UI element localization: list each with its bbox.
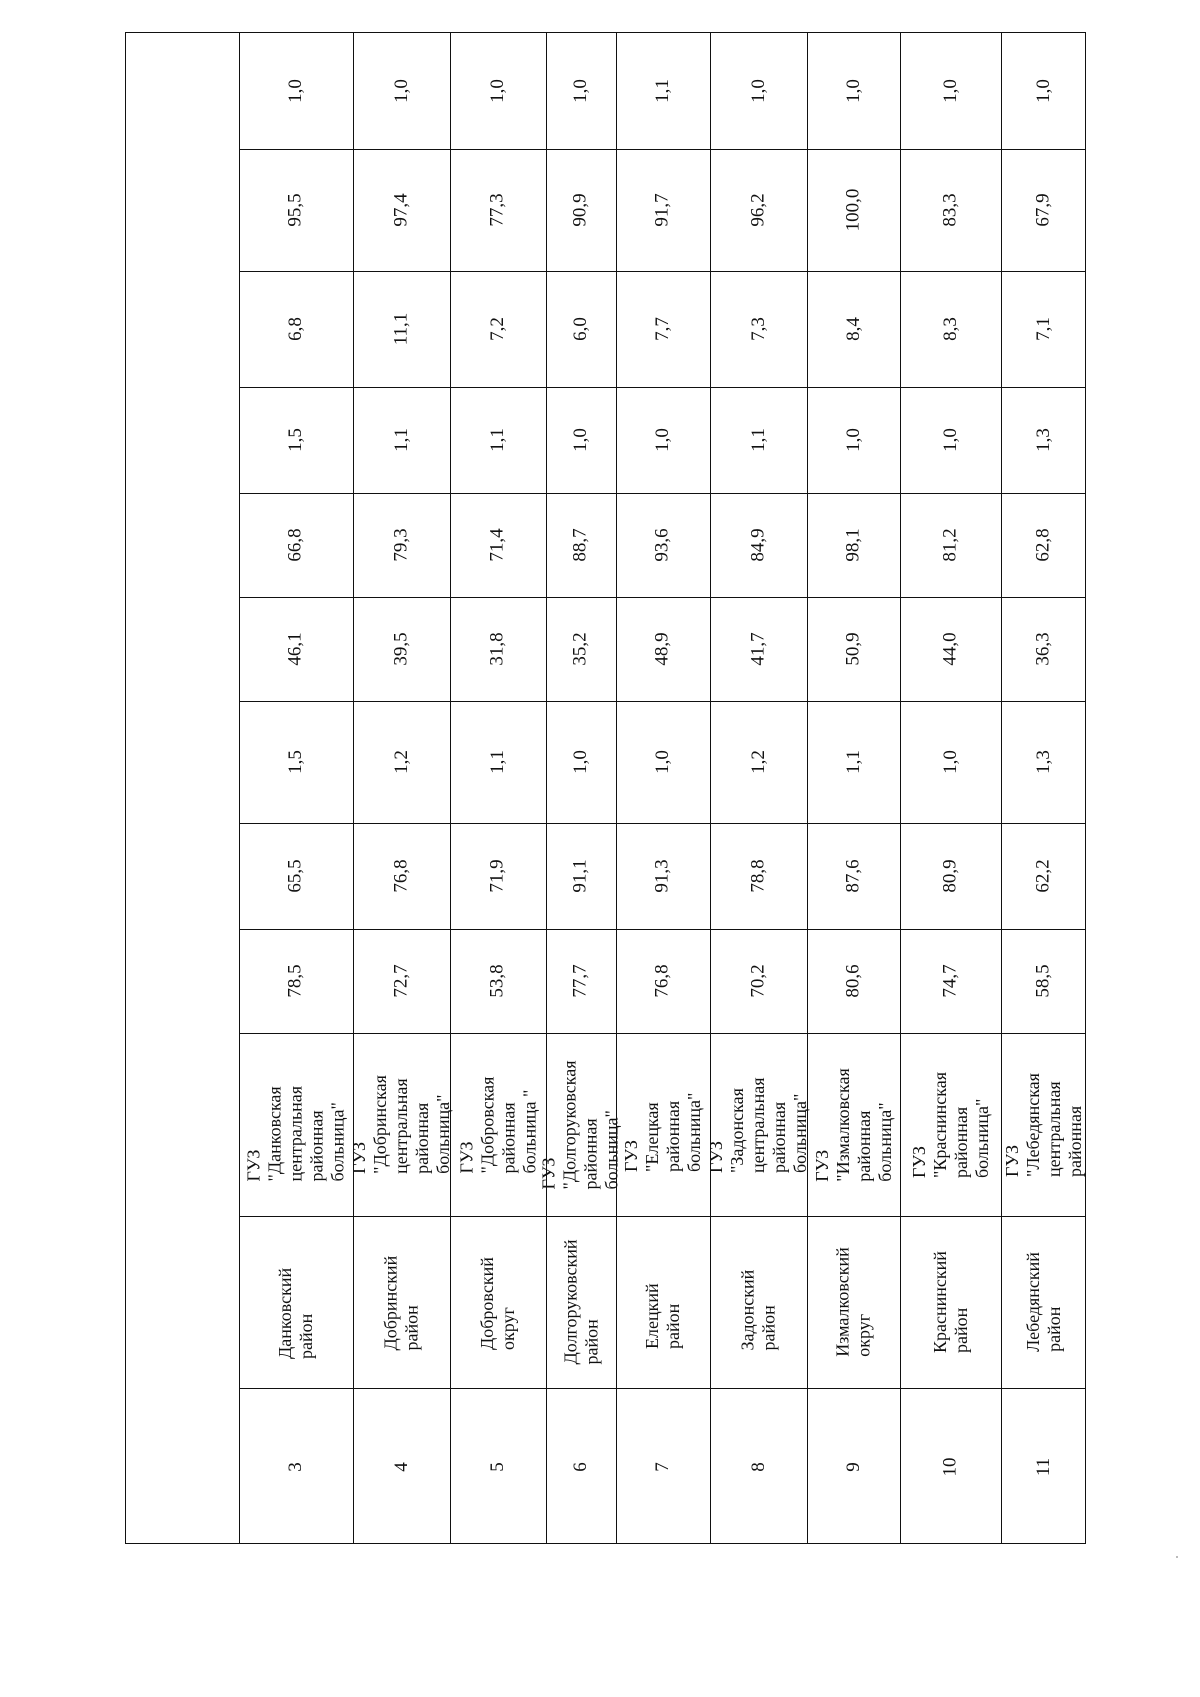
value-cell-text: 98,1 bbox=[842, 528, 864, 562]
value-cell bbox=[807, 823, 900, 929]
value-cell-text: 93,6 bbox=[652, 528, 673, 562]
row-number-cell bbox=[710, 1388, 807, 1545]
value-cell-text: 1,1 bbox=[390, 428, 412, 452]
institution-cell-text: ГУЗ "Елецкая районная больница" bbox=[621, 1092, 704, 1172]
value-cell bbox=[239, 149, 353, 271]
district-cell-text: Елецкий район bbox=[642, 1283, 683, 1349]
institution-cell-text: ГУЗ "Измалковская районная больница" bbox=[811, 1067, 895, 1182]
value-cell bbox=[710, 387, 807, 493]
district-cell-text: Лебедянский район bbox=[1023, 1252, 1065, 1352]
value-cell bbox=[710, 149, 807, 271]
value-cell bbox=[546, 929, 616, 1033]
value-cell-text: 87,6 bbox=[842, 859, 864, 893]
value-cell-text: 76,8 bbox=[652, 964, 673, 998]
row-number-cell bbox=[450, 1388, 546, 1545]
value-cell-text: 1,0 bbox=[939, 79, 961, 103]
value-cell bbox=[807, 387, 900, 493]
value-cell bbox=[616, 597, 710, 701]
value-cell bbox=[900, 701, 1001, 823]
value-cell-text: 44,0 bbox=[939, 632, 961, 666]
value-cell-text: 1,5 bbox=[285, 750, 306, 774]
value-cell-text: 88,7 bbox=[570, 528, 591, 562]
value-cell bbox=[450, 597, 546, 701]
row-number-cell-text: 8 bbox=[747, 1461, 769, 1472]
district-cell bbox=[1001, 1216, 1087, 1388]
value-cell bbox=[353, 271, 450, 387]
value-cell bbox=[807, 149, 900, 271]
district-cell-text: Задонский район bbox=[737, 1269, 779, 1351]
value-cell bbox=[239, 387, 353, 493]
value-cell-text: 1,0 bbox=[390, 79, 412, 103]
value-cell-text: 31,8 bbox=[487, 632, 508, 666]
value-cell-text: 35,2 bbox=[570, 632, 591, 666]
value-cell-text: 6,8 bbox=[285, 317, 306, 341]
value-cell bbox=[807, 701, 900, 823]
value-cell bbox=[616, 33, 710, 149]
value-cell-text: 11,1 bbox=[390, 312, 412, 346]
value-cell-text: 66,8 bbox=[285, 528, 306, 562]
value-cell bbox=[450, 387, 546, 493]
district-cell bbox=[450, 1216, 546, 1388]
value-cell-text: 6,0 bbox=[570, 317, 591, 341]
value-cell bbox=[353, 387, 450, 493]
value-cell bbox=[450, 823, 546, 929]
value-cell-text: 96,2 bbox=[747, 193, 769, 227]
value-cell-text: 1,0 bbox=[939, 750, 961, 774]
institution-cell-text: ГУЗ "Добровская районная больница " bbox=[456, 1076, 539, 1173]
value-cell-text: 1,0 bbox=[570, 79, 591, 103]
value-cell bbox=[450, 929, 546, 1033]
value-cell-text: 1,1 bbox=[487, 428, 508, 452]
value-cell-text: 1,1 bbox=[842, 750, 864, 774]
value-cell-text: 97,4 bbox=[390, 193, 412, 227]
value-cell-text: 62,8 bbox=[1033, 528, 1054, 562]
institution-cell-text: ГУЗ "Добринская центральная районная больница" bbox=[349, 1075, 453, 1174]
value-cell bbox=[353, 493, 450, 597]
value-cell bbox=[450, 33, 546, 149]
district-cell-text: Данковский район bbox=[275, 1267, 316, 1359]
value-cell bbox=[807, 271, 900, 387]
value-cell-text: 79,3 bbox=[390, 528, 412, 562]
institution-cell bbox=[239, 1033, 353, 1216]
value-cell-text: 1,0 bbox=[652, 428, 673, 452]
value-cell-text: 1,0 bbox=[939, 428, 961, 452]
value-cell-text: 39,5 bbox=[390, 632, 412, 666]
value-cell-text: 90,9 bbox=[570, 193, 591, 227]
value-cell bbox=[710, 929, 807, 1033]
institution-cell bbox=[616, 1033, 710, 1216]
value-cell bbox=[353, 929, 450, 1033]
value-cell-text: 80,6 bbox=[842, 964, 864, 998]
value-cell-text: 67,9 bbox=[1033, 193, 1054, 227]
value-cell bbox=[1001, 493, 1087, 597]
institution-cell-text: ГУЗ "Данковская центральная районная больница" bbox=[243, 1085, 348, 1182]
value-cell-text: 1,3 bbox=[1033, 750, 1054, 774]
value-cell-text: 77,3 bbox=[487, 193, 508, 227]
row-number-cell-text: 6 bbox=[570, 1461, 591, 1472]
row-number-cell bbox=[1001, 1388, 1087, 1545]
district-cell bbox=[616, 1216, 710, 1388]
value-cell bbox=[239, 33, 353, 149]
district-cell bbox=[710, 1216, 807, 1388]
district-cell-text: Добровский округ bbox=[477, 1257, 518, 1350]
value-cell-text: 1,0 bbox=[570, 750, 591, 774]
value-cell bbox=[1001, 271, 1087, 387]
value-cell-text: 7,3 bbox=[747, 317, 769, 341]
value-cell-text: 71,9 bbox=[487, 859, 508, 893]
value-cell bbox=[450, 701, 546, 823]
value-cell-text: 58,5 bbox=[1033, 964, 1054, 998]
row-number-cell-text: 9 bbox=[842, 1461, 864, 1472]
row-number-cell bbox=[616, 1388, 710, 1545]
value-cell bbox=[710, 597, 807, 701]
row-number-cell bbox=[900, 1388, 1001, 1545]
value-cell bbox=[450, 493, 546, 597]
value-cell bbox=[546, 823, 616, 929]
value-cell-text: 7,7 bbox=[652, 317, 673, 341]
value-cell-text: 1,0 bbox=[842, 428, 864, 452]
value-cell-text: 8,4 bbox=[842, 317, 864, 341]
value-cell bbox=[807, 929, 900, 1033]
value-cell-text: 74,7 bbox=[939, 964, 961, 998]
value-cell bbox=[1001, 929, 1087, 1033]
value-cell-text: 48,9 bbox=[652, 632, 673, 666]
value-cell bbox=[353, 701, 450, 823]
value-cell-text: 100,0 bbox=[842, 188, 864, 232]
value-cell-text: 71,4 bbox=[487, 528, 508, 562]
value-cell-text: 78,8 bbox=[747, 859, 769, 893]
value-cell bbox=[239, 701, 353, 823]
value-cell bbox=[616, 493, 710, 597]
value-cell-text: 1,1 bbox=[487, 750, 508, 774]
value-cell-text: 41,7 bbox=[747, 632, 769, 666]
row-number-cell bbox=[239, 1388, 353, 1545]
value-cell-text: 1,0 bbox=[842, 79, 864, 103]
value-cell bbox=[1001, 33, 1087, 149]
value-cell bbox=[616, 387, 710, 493]
value-cell bbox=[546, 387, 616, 493]
value-cell bbox=[353, 149, 450, 271]
district-cell bbox=[807, 1216, 900, 1388]
value-cell bbox=[807, 597, 900, 701]
value-cell-text: 36,3 bbox=[1033, 632, 1054, 666]
value-cell bbox=[1001, 149, 1087, 271]
institution-cell bbox=[349, 1033, 453, 1216]
value-cell bbox=[807, 493, 900, 597]
value-cell-text: 80,9 bbox=[939, 859, 961, 893]
value-cell bbox=[353, 33, 450, 149]
value-cell bbox=[900, 149, 1001, 271]
value-cell bbox=[546, 701, 616, 823]
value-cell bbox=[900, 823, 1001, 929]
value-cell bbox=[546, 271, 616, 387]
value-cell bbox=[1001, 823, 1087, 929]
value-cell bbox=[1001, 387, 1087, 493]
value-cell-text: 72,7 bbox=[390, 964, 412, 998]
value-cell bbox=[239, 823, 353, 929]
value-cell bbox=[616, 149, 710, 271]
value-cell-text: 1,0 bbox=[747, 79, 769, 103]
value-cell bbox=[1001, 701, 1087, 823]
value-cell bbox=[900, 33, 1001, 149]
value-cell bbox=[710, 701, 807, 823]
value-cell-text: 78,5 bbox=[285, 964, 306, 998]
value-cell bbox=[546, 149, 616, 271]
value-cell bbox=[616, 823, 710, 929]
value-cell bbox=[546, 493, 616, 597]
value-cell-text: 91,7 bbox=[652, 193, 673, 227]
value-cell bbox=[710, 271, 807, 387]
value-cell bbox=[900, 597, 1001, 701]
value-cell-text: 50,9 bbox=[842, 632, 864, 666]
value-cell bbox=[450, 149, 546, 271]
value-cell-text: 76,8 bbox=[390, 859, 412, 893]
institution-cell bbox=[807, 1033, 900, 1216]
value-cell-text: 53,8 bbox=[487, 964, 508, 998]
value-cell bbox=[239, 929, 353, 1033]
row-number-cell-text: 10 bbox=[939, 1457, 961, 1476]
value-cell-text: 84,9 bbox=[747, 528, 769, 562]
value-cell bbox=[353, 823, 450, 929]
row-number-cell bbox=[807, 1388, 900, 1545]
district-cell bbox=[353, 1216, 450, 1388]
institution-cell bbox=[539, 1033, 622, 1216]
value-cell-text: 1,1 bbox=[652, 79, 673, 103]
institution-cell bbox=[900, 1033, 1001, 1216]
district-cell-text: Долгоруковский район bbox=[560, 1239, 602, 1365]
value-cell-text: 1,2 bbox=[747, 750, 769, 774]
value-cell-text: 77,7 bbox=[570, 964, 591, 998]
row-number-cell-text: 5 bbox=[487, 1461, 508, 1472]
row-number-cell bbox=[353, 1388, 450, 1545]
value-cell-text: 81,2 bbox=[939, 528, 961, 562]
value-cell bbox=[353, 597, 450, 701]
value-cell bbox=[710, 493, 807, 597]
district-cell bbox=[239, 1216, 353, 1388]
district-cell-text: Измалковский округ bbox=[832, 1247, 874, 1357]
value-cell-text: 83,3 bbox=[939, 193, 961, 227]
row-number-cell-text: 7 bbox=[652, 1461, 673, 1472]
institution-cell-text: ГУЗ "Долгоруковская районная больница" bbox=[539, 1059, 622, 1190]
value-cell-text: 62,2 bbox=[1033, 859, 1054, 893]
value-cell-text: 1,1 bbox=[747, 428, 769, 452]
value-cell bbox=[546, 597, 616, 701]
value-cell bbox=[239, 597, 353, 701]
row-number-cell-text: 3 bbox=[285, 1461, 306, 1472]
row-number-cell bbox=[546, 1388, 616, 1545]
value-cell-text: 1,5 bbox=[285, 428, 306, 452]
rotated-data-table bbox=[125, 32, 1086, 1544]
value-cell-text: 1,0 bbox=[570, 428, 591, 452]
value-cell bbox=[900, 271, 1001, 387]
value-cell-text: 1,3 bbox=[1033, 428, 1054, 452]
value-cell bbox=[616, 701, 710, 823]
value-cell-text: 1,0 bbox=[487, 79, 508, 103]
value-cell bbox=[450, 271, 546, 387]
district-cell-text: Краснинский район bbox=[929, 1251, 971, 1353]
value-cell-text: 1,2 bbox=[390, 750, 412, 774]
value-cell bbox=[807, 33, 900, 149]
value-cell-text: 1,0 bbox=[1033, 79, 1054, 103]
value-cell bbox=[546, 33, 616, 149]
institution-cell-text: ГУЗ "Задонская центральная районная больница" bbox=[706, 1077, 810, 1173]
value-cell bbox=[1001, 597, 1087, 701]
institution-cell-text: ГУЗ "Краснинская районная больница" bbox=[908, 1071, 992, 1178]
row-number-cell-text: 4 bbox=[390, 1461, 412, 1472]
value-cell-text: 8,3 bbox=[939, 317, 961, 341]
institution-cell-text: ГУЗ "Лебедянская центральная районная bbox=[1002, 1072, 1086, 1177]
value-cell bbox=[710, 33, 807, 149]
value-cell bbox=[900, 929, 1001, 1033]
value-cell bbox=[616, 929, 710, 1033]
scan-speck bbox=[1176, 1556, 1178, 1558]
value-cell-text: 91,1 bbox=[570, 859, 591, 893]
institution-cell bbox=[1001, 1033, 1087, 1216]
value-cell-text: 91,3 bbox=[652, 859, 673, 893]
value-cell-text: 7,2 bbox=[487, 317, 508, 341]
value-cell bbox=[239, 271, 353, 387]
value-cell-text: 95,5 bbox=[285, 193, 306, 227]
value-cell bbox=[710, 823, 807, 929]
value-cell-text: 1,0 bbox=[285, 79, 306, 103]
district-cell bbox=[900, 1216, 1001, 1388]
institution-cell bbox=[450, 1033, 546, 1216]
value-cell bbox=[900, 493, 1001, 597]
institution-cell bbox=[706, 1033, 810, 1216]
district-cell bbox=[546, 1216, 616, 1388]
value-cell-text: 7,1 bbox=[1033, 317, 1054, 341]
value-cell-text: 1,0 bbox=[652, 750, 673, 774]
value-cell bbox=[616, 271, 710, 387]
district-cell-text: Добринский район bbox=[380, 1255, 422, 1351]
row-number-cell-text: 11 bbox=[1032, 1457, 1054, 1476]
value-cell bbox=[239, 493, 353, 597]
value-cell-text: 70,2 bbox=[747, 964, 769, 998]
value-cell bbox=[900, 387, 1001, 493]
value-cell-text: 65,5 bbox=[285, 859, 306, 893]
value-cell-text: 46,1 bbox=[285, 632, 306, 666]
